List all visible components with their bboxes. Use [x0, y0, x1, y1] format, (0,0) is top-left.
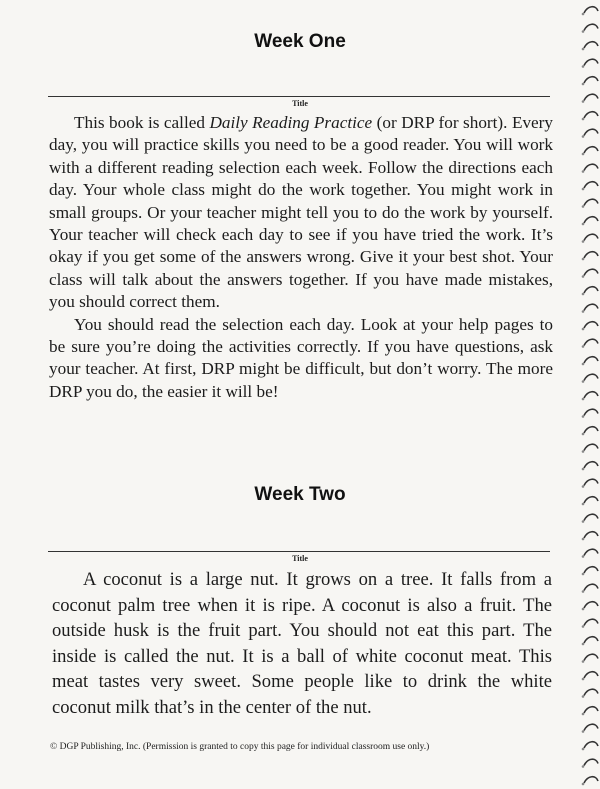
spiral-hole [582, 643, 585, 646]
spiral-coil [584, 339, 598, 345]
spiral-coil [584, 427, 598, 433]
spiral-hole [582, 328, 585, 331]
week-one-title-caption: Title [292, 99, 308, 108]
spiral-coil [584, 619, 598, 625]
spiral-hole [582, 223, 585, 226]
spiral-hole [582, 538, 585, 541]
spiral-hole [582, 713, 585, 716]
week-two-passage [52, 567, 552, 721]
spiral-coil [584, 777, 598, 783]
spiral-hole [582, 293, 585, 296]
spiral-coil [584, 322, 598, 328]
spiral-binding [578, 0, 600, 789]
spiral-coil [584, 742, 598, 748]
spiral-coil [584, 304, 598, 310]
spiral-coil [584, 707, 598, 713]
spiral-coil [584, 584, 598, 590]
spiral-coil [584, 77, 598, 83]
spiral-hole [582, 695, 585, 698]
spiral-coil [584, 374, 598, 380]
spiral-coil [584, 199, 598, 205]
week-one-paragraph-2: You should read the selection each day. Look at your help pages to be sure you’re doing the activities correctly. If you have questions, ask your teacher. At first, DRP might be difficult, but don’t worry. The more DRP you do, the easier it will be! [49, 314, 553, 401]
spiral-coil [584, 654, 598, 660]
para1-body: (or DRP for short). Every day, you will practice skills you need to be a good reader. You will work with a different reading selection each week. Follow the directions each day. Your whole class might do the work together. You might work in small groups. Or your teacher might tell you to do the work by yourself. Your teacher will check each day to see if you have tried the work. It’s okay if you get some of the answers wrong. Give it your best shot. Your class will talk about the answers together. If you have made mistakes, you should correct them. [49, 113, 553, 312]
spiral-coil [584, 234, 598, 240]
spiral-coil [584, 112, 598, 118]
spiral-hole [582, 345, 585, 348]
spiral-hole [582, 468, 585, 471]
week-two-title-line[interactable] [48, 551, 550, 552]
spiral-coil [584, 532, 598, 538]
spiral-hole [582, 83, 585, 86]
spiral-hole [582, 258, 585, 261]
week-one-paragraph-1 [49, 112, 553, 314]
spiral-hole [582, 310, 585, 313]
spiral-coil [584, 514, 598, 520]
spiral-coil [584, 287, 598, 293]
spiral-hole [582, 13, 585, 16]
spiral-hole [582, 748, 585, 751]
spiral-hole [582, 398, 585, 401]
spiral-hole [582, 590, 585, 593]
spiral-hole [582, 573, 585, 576]
week-two-paragraph-1: A coconut is a large nut. It grows on a tree. It falls from a coconut palm tree when it is ripe. A coconut is also a fruit. The outside husk is the fruit part. You should not eat this part. The inside is called the nut. It is a ball of white coconut meat. This meat tastes very sweet. Some people like to drink the white coconut milk that’s in the center of the nut. [52, 569, 552, 718]
week-two-title-caption: Title [292, 554, 308, 563]
spiral-coil [584, 672, 598, 678]
spiral-coil [584, 59, 598, 65]
spiral-coil [584, 392, 598, 398]
spiral-coil [584, 357, 598, 363]
spiral-coil [584, 269, 598, 275]
spiral-coil [584, 462, 598, 468]
spiral-coil [584, 217, 598, 223]
spiral-coil [584, 129, 598, 135]
spiral-coil [584, 24, 598, 30]
spiral-hole [582, 730, 585, 733]
spiral-hole [582, 608, 585, 611]
spiral-hole [582, 363, 585, 366]
spiral-coil [584, 724, 598, 730]
spiral-hole [582, 783, 585, 786]
spiral-hole [582, 205, 585, 208]
week-two-heading: Week Two [254, 484, 346, 505]
spiral-hole [582, 240, 585, 243]
spiral-coil [584, 602, 598, 608]
spiral-hole [582, 188, 585, 191]
spiral-hole [582, 433, 585, 436]
spiral-coil [584, 637, 598, 643]
spiral-hole [582, 520, 585, 523]
spiral-hole [582, 380, 585, 383]
spiral-hole [582, 135, 585, 138]
spiral-coil [584, 164, 598, 170]
spiral-coil [584, 252, 598, 258]
spiral-coil [584, 147, 598, 153]
spiral-hole [582, 118, 585, 121]
spiral-hole [582, 170, 585, 173]
spiral-hole [582, 275, 585, 278]
spiral-hole [582, 660, 585, 663]
spiral-coil [584, 409, 598, 415]
para1-intro: This book is called [74, 113, 210, 132]
spiral-hole [582, 625, 585, 628]
spiral-hole [582, 415, 585, 418]
week-one-passage [49, 112, 553, 403]
spiral-hole [582, 450, 585, 453]
spiral-coil [584, 444, 598, 450]
spiral-coil [584, 689, 598, 695]
spiral-coil [584, 567, 598, 573]
spiral-coil [584, 7, 598, 13]
spiral-hole [582, 765, 585, 768]
week-one-heading: Week One [254, 31, 346, 52]
copyright-footer: © DGP Publishing, Inc. (Permission is granted to copy this page for individual classroom use only.) [50, 742, 430, 752]
spiral-hole [582, 153, 585, 156]
book-title: Daily Reading Practice [209, 113, 373, 132]
spiral-hole [582, 65, 585, 68]
week-one-title-line[interactable] [48, 96, 550, 97]
spiral-hole [582, 678, 585, 681]
spiral-coil [584, 182, 598, 188]
spiral-coil [584, 759, 598, 765]
